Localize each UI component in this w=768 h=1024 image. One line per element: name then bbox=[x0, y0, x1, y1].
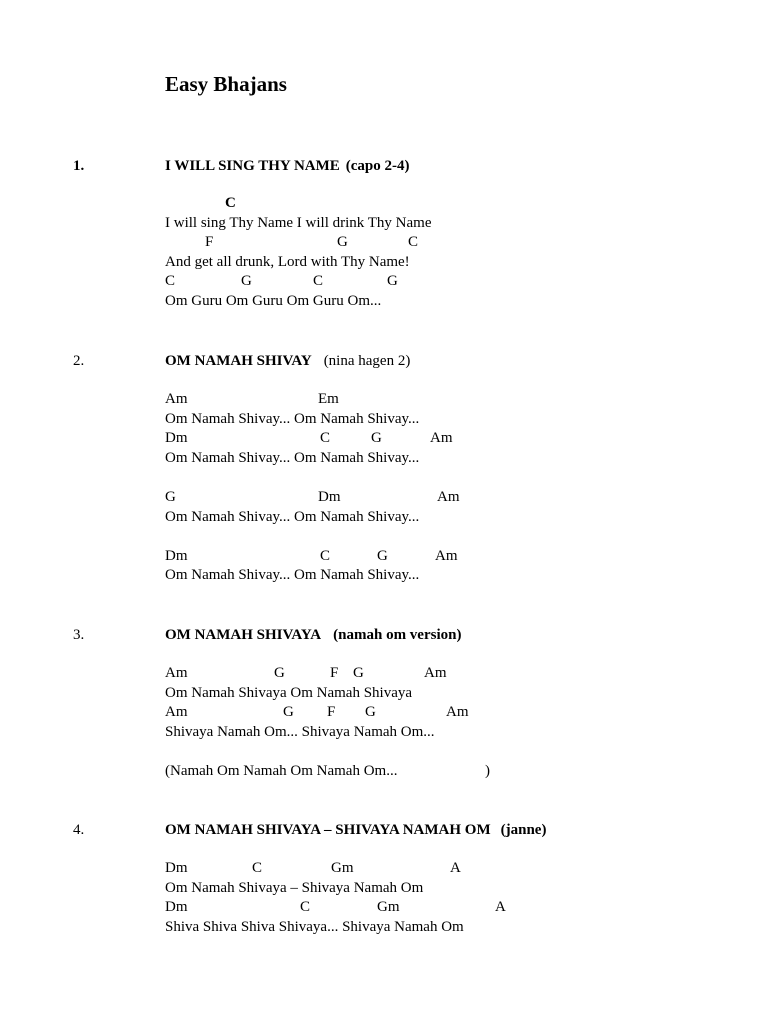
lyric-line bbox=[165, 684, 725, 704]
chord: Dm bbox=[165, 899, 188, 916]
chord: Am bbox=[165, 391, 188, 407]
chord: G bbox=[371, 430, 382, 447]
chord-line bbox=[165, 429, 725, 449]
lyric-text: Om Namah Shivay... Om Namah Shivay... bbox=[165, 449, 420, 466]
lyric-line bbox=[165, 879, 725, 899]
lyric-text: Om Namah Shivay... Om Namah Shivay... bbox=[165, 410, 420, 427]
lyric-line bbox=[165, 566, 725, 586]
chord: Dm bbox=[165, 547, 188, 564]
chord: Am bbox=[437, 488, 460, 505]
song-title: OM NAMAH SHIVAYA – SHIVAYA NAMAH OM bbox=[165, 822, 491, 838]
chord: F bbox=[330, 665, 339, 681]
song-note: (janne) bbox=[500, 822, 547, 838]
chord-line bbox=[165, 390, 725, 410]
lyric-closing-paren: ) bbox=[485, 762, 490, 779]
chord-line bbox=[165, 488, 725, 508]
song-title: I WILL SING THY NAME bbox=[165, 158, 340, 174]
chord: Dm bbox=[165, 430, 188, 447]
chord: G bbox=[365, 704, 376, 721]
chord: Em bbox=[318, 391, 339, 407]
lyric-text: Om Namah Shivaya Om Namah Shivaya bbox=[165, 684, 413, 701]
lyric-line bbox=[165, 762, 725, 782]
song-heading bbox=[165, 157, 410, 177]
lyric-line bbox=[165, 918, 725, 938]
chord: G bbox=[283, 704, 294, 721]
song-heading bbox=[165, 821, 546, 841]
chord-line bbox=[165, 194, 725, 214]
chord: A bbox=[450, 860, 461, 876]
chord: Am bbox=[165, 704, 188, 721]
song-number: 4. bbox=[73, 822, 85, 838]
lyric-text: Om Guru Om Guru Om Guru Om... bbox=[165, 292, 382, 309]
lyric-text: I will sing Thy Name I will drink Thy Name bbox=[165, 214, 432, 231]
lyric-text: Shiva Shiva Shiva Shivaya... Shivaya Namah Om bbox=[165, 918, 464, 935]
chord: C bbox=[300, 899, 311, 916]
chord: G bbox=[387, 273, 398, 290]
lyric-text: Om Namah Shivaya – Shivaya Namah Om bbox=[165, 879, 424, 896]
chord: G bbox=[165, 488, 176, 505]
chord: Dm bbox=[165, 860, 188, 876]
chord-line bbox=[165, 703, 725, 723]
chord: Am bbox=[165, 665, 188, 681]
chord-line bbox=[165, 233, 725, 253]
lyric-line bbox=[165, 253, 725, 273]
song-note: (namah om version) bbox=[333, 627, 462, 643]
chord: C bbox=[320, 547, 331, 564]
lyric-line bbox=[165, 214, 725, 234]
chord-line bbox=[165, 664, 725, 684]
song-body bbox=[165, 664, 725, 782]
chord-line bbox=[165, 859, 725, 879]
chord: C bbox=[252, 860, 263, 876]
chord: Am bbox=[430, 430, 453, 447]
lyric-text: Om Namah Shivay... Om Namah Shivay... bbox=[165, 567, 420, 584]
song-number: 1. bbox=[73, 158, 85, 174]
lyric-line bbox=[165, 508, 725, 528]
chord: C bbox=[225, 195, 236, 211]
blank-line bbox=[165, 742, 725, 762]
chord: C bbox=[320, 430, 331, 447]
chord: F bbox=[327, 704, 336, 721]
song-title: OM NAMAH SHIVAY bbox=[165, 353, 312, 369]
song-body bbox=[165, 859, 725, 937]
lyric-text: (Namah Om Namah Om Namah Om... bbox=[165, 762, 398, 779]
lyric-line bbox=[165, 410, 725, 430]
chord: Gm bbox=[331, 860, 354, 876]
song-body bbox=[165, 194, 725, 312]
chord-line bbox=[165, 898, 725, 918]
chord: F bbox=[205, 234, 214, 251]
chord: G bbox=[337, 234, 348, 251]
chord-line bbox=[165, 272, 725, 292]
song-heading bbox=[165, 352, 410, 372]
chord: C bbox=[313, 273, 324, 290]
blank-line bbox=[165, 527, 725, 547]
lyric-text: And get all drunk, Lord with Thy Name! bbox=[165, 253, 410, 270]
lyric-line bbox=[165, 292, 725, 312]
lyric-line bbox=[165, 449, 725, 469]
document-title: Easy Bhajans bbox=[165, 72, 287, 96]
song-heading bbox=[165, 626, 461, 646]
lyric-line bbox=[165, 723, 725, 743]
chord: C bbox=[165, 273, 176, 290]
lyric-text: Om Namah Shivay... Om Namah Shivay... bbox=[165, 508, 420, 525]
chord: Dm bbox=[318, 488, 341, 505]
chord-line bbox=[165, 547, 725, 567]
song-body bbox=[165, 390, 725, 586]
chord: Am bbox=[424, 665, 447, 681]
chord: G bbox=[377, 547, 388, 564]
chord: A bbox=[495, 899, 506, 916]
song-note: (capo 2-4) bbox=[345, 158, 410, 174]
song-title: OM NAMAH SHIVAYA bbox=[165, 627, 322, 643]
lyric-text: Shivaya Namah Om... Shivaya Namah Om... bbox=[165, 723, 435, 740]
song-number: 3. bbox=[73, 627, 85, 643]
chord: Am bbox=[446, 704, 469, 721]
song-number: 2. bbox=[73, 353, 85, 369]
chord: Gm bbox=[377, 899, 400, 916]
chord: C bbox=[408, 234, 419, 251]
song-note: (nina hagen 2) bbox=[323, 353, 411, 369]
chord: G bbox=[241, 273, 252, 290]
chord: Am bbox=[435, 547, 458, 564]
chord: G bbox=[274, 665, 285, 681]
blank-line bbox=[165, 468, 725, 488]
chord: G bbox=[353, 665, 364, 681]
